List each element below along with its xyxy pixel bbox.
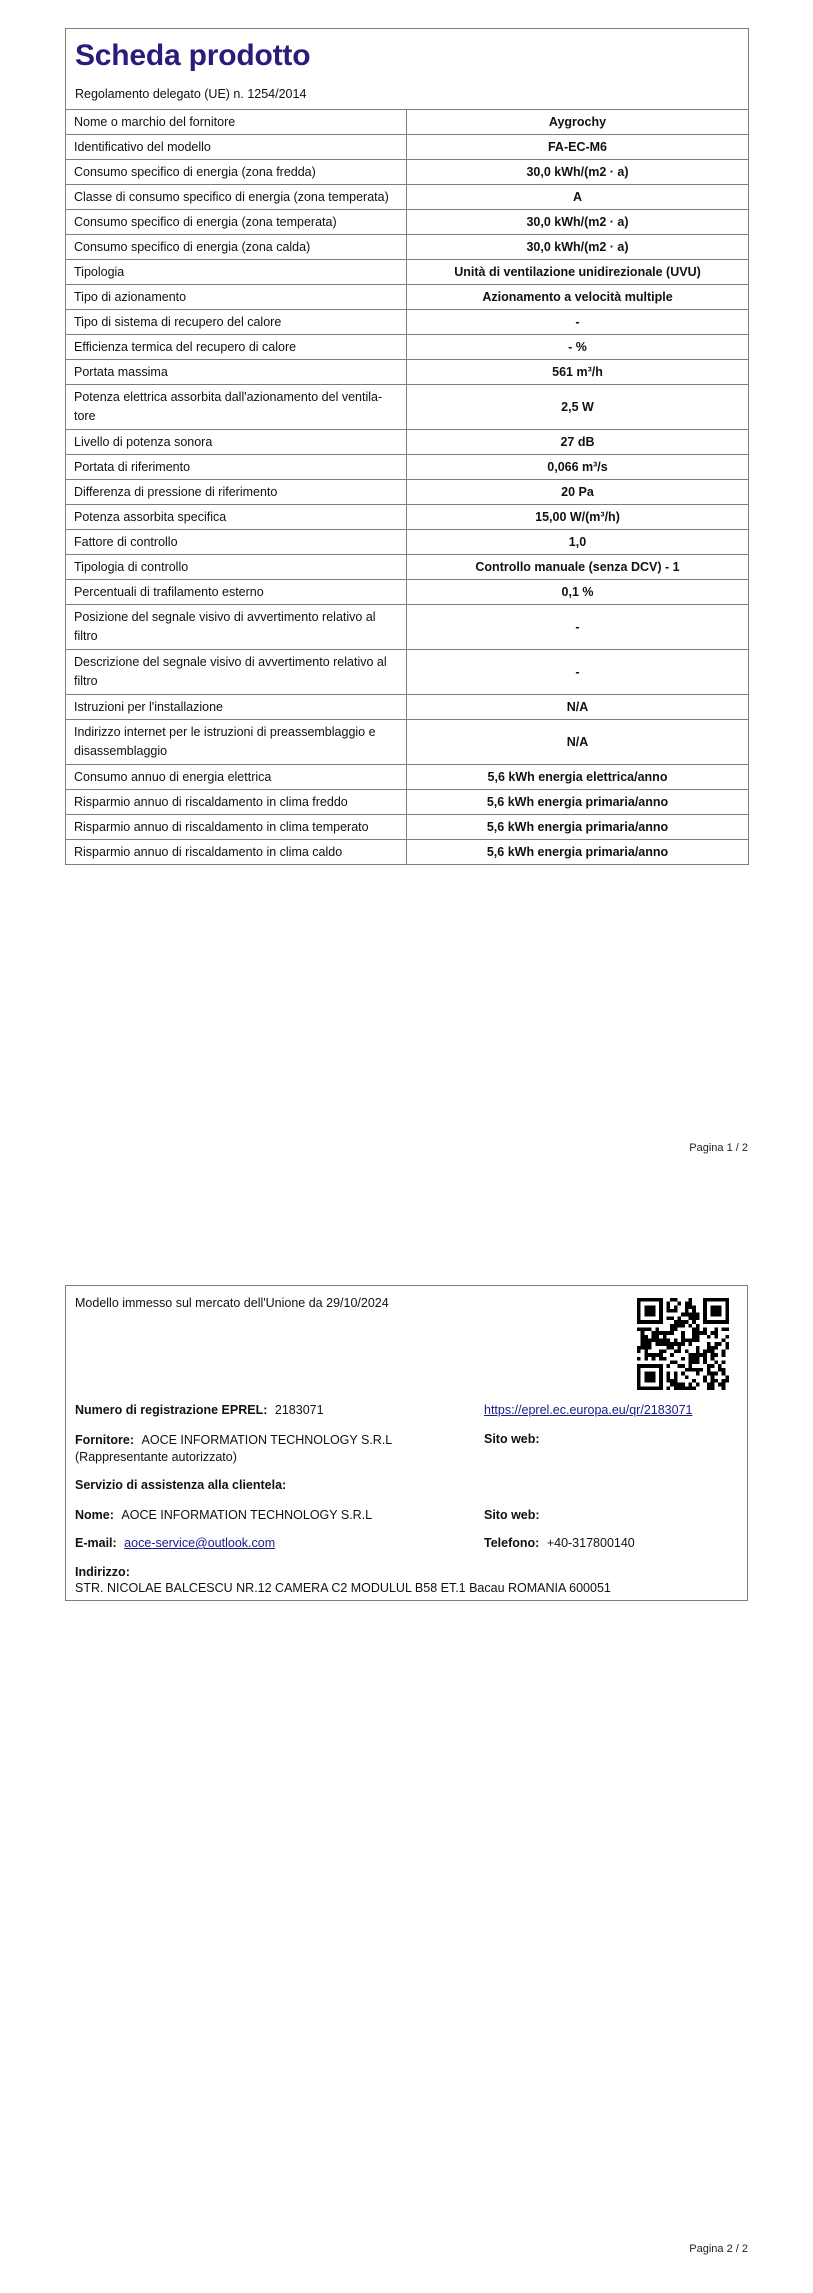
service-name-value: AOCE INFORMATION TECHNOLOGY S.R.L [121,1508,373,1522]
spec-value: N/A [407,720,749,765]
spec-label: Livello di potenza sonora [66,430,407,455]
table-row [66,720,748,765]
spec-label: Consumo annuo di energia elettrica [66,765,407,790]
spec-label: Consumo specifico di energia (zona fredda) [66,160,407,185]
spec-value: 20 Pa [407,480,749,505]
eprel-reg-value: 2183071 [274,1403,324,1417]
spec-value: 561 m³/h [407,360,749,385]
phone-label: Telefono: [484,1536,540,1550]
spec-label: Risparmio annuo di riscaldamento in clima freddo [66,790,407,815]
phone-value: +40-317800140 [546,1536,635,1550]
spec-value: 5,6 kWh energia elettrica/anno [407,765,749,790]
table-row [66,285,748,310]
table-row [66,530,748,555]
page-number-2: Pagina 2 / 2 [689,2243,748,2255]
spec-table [66,110,748,864]
sheet-header [66,29,748,110]
spec-value: N/A [407,695,749,720]
spec-value: 0,066 m³/s [407,455,749,480]
page-title: Scheda prodotto [75,39,311,72]
email-label: E-mail: [75,1536,117,1550]
table-row [66,580,748,605]
table-row [66,335,748,360]
spec-value: - % [407,335,749,360]
spec-label: Differenza di pressione di riferimento [66,480,407,505]
table-row [66,840,748,865]
table-row [66,160,748,185]
spec-value: - [407,310,749,335]
table-row [66,430,748,455]
spec-value: 2,5 W [407,385,749,430]
table-row [66,650,748,695]
spec-label: Efficienza termica del recupero di calore [66,335,407,360]
service-email [75,1536,275,1550]
address-value: STR. NICOLAE BALCESCU NR.12 CAMERA C2 MODULUL B58 ET.1 Bacau ROMANIA 600051 [75,1581,611,1595]
spec-label: Tipo di azionamento [66,285,407,310]
supplier-info [75,1432,475,1466]
customer-service-heading: Servizio di assistenza alla clientela: [75,1478,287,1492]
table-row [66,110,748,135]
spec-value: 27 dB [407,430,749,455]
spec-label: Istruzioni per l'installazione [66,695,407,720]
table-row [66,310,748,335]
service-phone [484,1536,635,1550]
spec-label: Consumo specifico di energia (zona temperata) [66,210,407,235]
spec-value: Controllo manuale (senza DCV) - 1 [407,555,749,580]
service-address [75,1564,611,1596]
qr-code-icon[interactable] [633,1298,733,1390]
table-row [66,260,748,285]
spec-label: Portata di riferimento [66,455,407,480]
table-row [66,605,748,650]
spec-value: 30,0 kWh/(m2 · a) [407,160,749,185]
spec-label: Consumo specifico di energia (zona calda) [66,235,407,260]
supplier-label: Fornitore: [75,1433,135,1447]
supplier-website-label: Sito web: [484,1432,540,1446]
address-label: Indirizzo: [75,1565,130,1579]
table-row [66,505,748,530]
page-number-1: Pagina 1 / 2 [689,1142,748,1154]
table-row [66,765,748,790]
service-website-label: Sito web: [484,1508,540,1522]
table-row [66,360,748,385]
spec-label: Nome o marchio del fornitore [66,110,407,135]
spec-value: A [407,185,749,210]
spec-value: 0,1 % [407,580,749,605]
table-row [66,480,748,505]
eprel-link[interactable]: https://eprel.ec.europa.eu/qr/2183071 [484,1403,693,1417]
market-note: Modello immesso sul mercato dell'Unione da 29/10/2024 [75,1296,389,1310]
spec-value: 5,6 kWh energia primaria/anno [407,815,749,840]
spec-label: Potenza assorbita specifica [66,505,407,530]
spec-value: 30,0 kWh/(m2 · a) [407,235,749,260]
spec-label: Identificativo del modello [66,135,407,160]
service-name [75,1508,372,1522]
table-row [66,815,748,840]
table-row [66,185,748,210]
spec-value: - [407,605,749,650]
spec-label: Classe di consumo specifico di energia (zona temperata) [66,185,407,210]
spec-label: Descrizione del segnale visivo di avvertimento relativo al filtro [66,650,407,695]
spec-label: Percentuali di trafilamento esterno [66,580,407,605]
spec-label: Tipologia di controllo [66,555,407,580]
spec-value: - [407,650,749,695]
spec-value: Azionamento a velocità multiple [407,285,749,310]
spec-value: 5,6 kWh energia primaria/anno [407,840,749,865]
spec-value: 15,00 W/(m³/h) [407,505,749,530]
table-row [66,135,748,160]
service-name-label: Nome: [75,1508,114,1522]
product-sheet [65,28,749,865]
email-link[interactable]: aoce-service@outlook.com [124,1536,276,1550]
table-row [66,210,748,235]
spec-label: Portata massima [66,360,407,385]
spec-value: 1,0 [407,530,749,555]
spec-label: Fattore di controllo [66,530,407,555]
eprel-reg-label: Numero di registrazione EPREL: [75,1403,268,1417]
spec-value: FA-EC-M6 [407,135,749,160]
spec-label: Potenza elettrica assorbita dall'azionamento del ventila-tore [66,385,407,430]
spec-label: Indirizzo internet per le istruzioni di preassemblaggio e disassemblaggio [66,720,407,765]
table-row [66,455,748,480]
spec-label: Risparmio annuo di riscaldamento in clima temperato [66,815,407,840]
table-row [66,790,748,815]
spec-value: Aygrochy [407,110,749,135]
spec-label: Tipo di sistema di recupero del calore [66,310,407,335]
spec-label: Risparmio annuo di riscaldamento in clima caldo [66,840,407,865]
table-row [66,555,748,580]
regulation-reference: Regolamento delegato (UE) n. 1254/2014 [75,87,307,101]
spec-value: Unità di ventilazione unidirezionale (UVU) [407,260,749,285]
supplier-value: AOCE INFORMATION TECHNOLOGY S.R.L (Rappresentante autorizzato) [75,1433,392,1464]
spec-label: Posizione del segnale visivo di avvertimento relativo al filtro [66,605,407,650]
spec-value: 30,0 kWh/(m2 · a) [407,210,749,235]
spec-label: Tipologia [66,260,407,285]
eprel-registration [75,1403,324,1417]
spec-value: 5,6 kWh energia primaria/anno [407,790,749,815]
table-row [66,235,748,260]
table-row [66,695,748,720]
table-row [66,385,748,430]
eprel-info-card [65,1285,748,1601]
